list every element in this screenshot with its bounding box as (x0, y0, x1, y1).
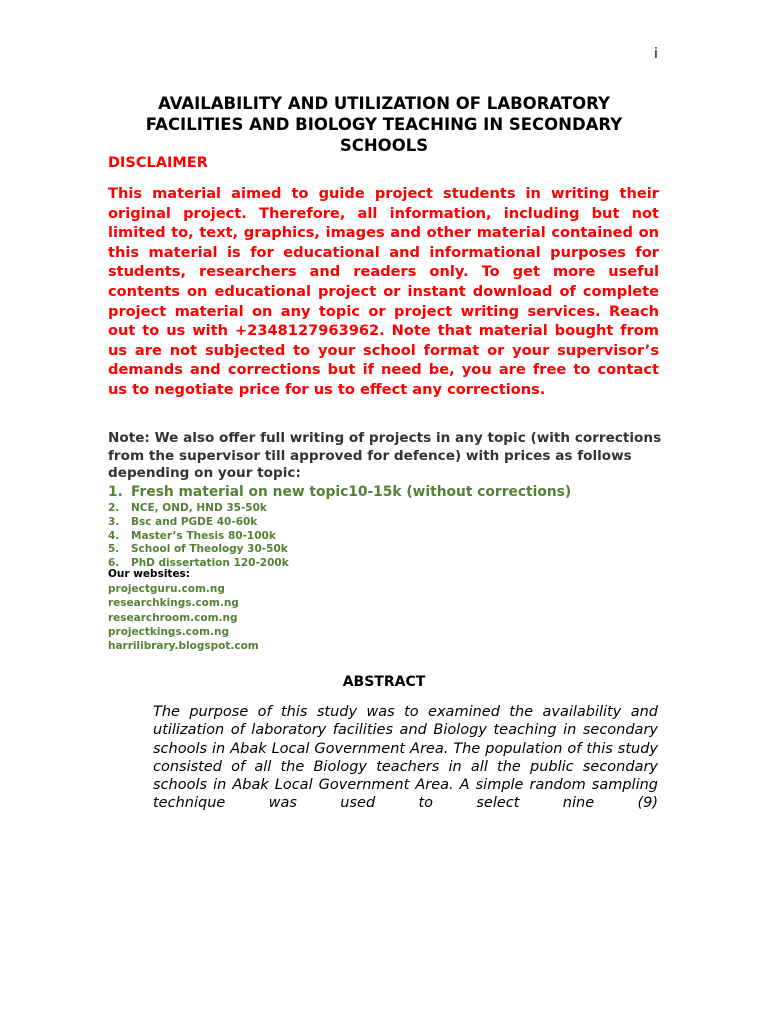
abstract-heading: ABSTRACT (342, 674, 426, 690)
disclaimer-heading: DISCLAIMER (108, 155, 208, 171)
website-link[interactable]: researchroom.com.ng (108, 611, 238, 624)
pricing-list (108, 483, 571, 571)
websites-heading: Our websites: (108, 568, 191, 580)
pricing-item-text: Fresh material on new topic10-15k (without corrections) (131, 484, 572, 500)
pricing-item-text: PhD dissertation 120-200k (131, 557, 289, 570)
websites-list (108, 582, 259, 653)
pricing-item (108, 502, 571, 516)
pricing-item-text: Bsc and PGDE 40-60k (131, 515, 258, 528)
abstract-paragraph: The purpose of this study was to examined the availability and utilization of laboratory facilities and Biology teaching in secondary schools in Abak Local Government Area. The population of this study consisted of all the Biology teachers in all the public secondary schools in Abak Local Government Area. A simple random sampling technique was used to select nine (9) (153, 704, 658, 812)
pricing-item (108, 483, 571, 502)
list-number: 6. (108, 557, 120, 570)
list-number: 1. (108, 484, 123, 500)
document-title: AVAILABILITY AND UTILIZATION OF LABORATORY FACILITIES AND BIOLOGY TEACHING IN SECONDARY SCHOOLS (145, 94, 623, 155)
pricing-item (108, 516, 571, 530)
disclaimer-paragraph: This material aimed to guide project students in writing their original project. Therefore, all information, including but not limited to, text, graphics, images and other material contained on this material is for educational and informational purposes for students, researchers and readers only. To get more useful contents on educational project or instant download of complete project material on any topic or project writing services. Reach out to us with +2348127963962. Note that material bought from us are not subjected to your school format or your supervisor’s demands and corrections but if need be, you are free to contact us to negotiate price for us to effect any corrections. (108, 185, 659, 398)
list-number: 3. (108, 515, 120, 528)
website-link[interactable]: projectkings.com.ng (108, 625, 230, 638)
page-number: i (654, 46, 658, 62)
list-number: 5. (108, 543, 120, 556)
website-link[interactable]: projectguru.com.ng (108, 583, 225, 595)
list-number: 4. (108, 529, 120, 542)
list-number: 2. (108, 502, 120, 514)
pricing-item (108, 530, 571, 544)
pricing-item-text: Master’s Thesis 80-100k (131, 529, 276, 542)
pricing-item (108, 543, 571, 557)
website-link[interactable]: harrilibrary.blogspot.com (108, 640, 259, 653)
pricing-item-text: School of Theology 30-50k (131, 543, 288, 556)
website-link[interactable]: researchkings.com.ng (108, 597, 239, 610)
pricing-item-text: NCE, OND, HND 35-50k (131, 502, 267, 514)
pricing-note: Note: We also offer full writing of projects in any topic (with corrections from the supervisor till approved for defence) with prices as follows depending on your topic: (108, 430, 662, 482)
